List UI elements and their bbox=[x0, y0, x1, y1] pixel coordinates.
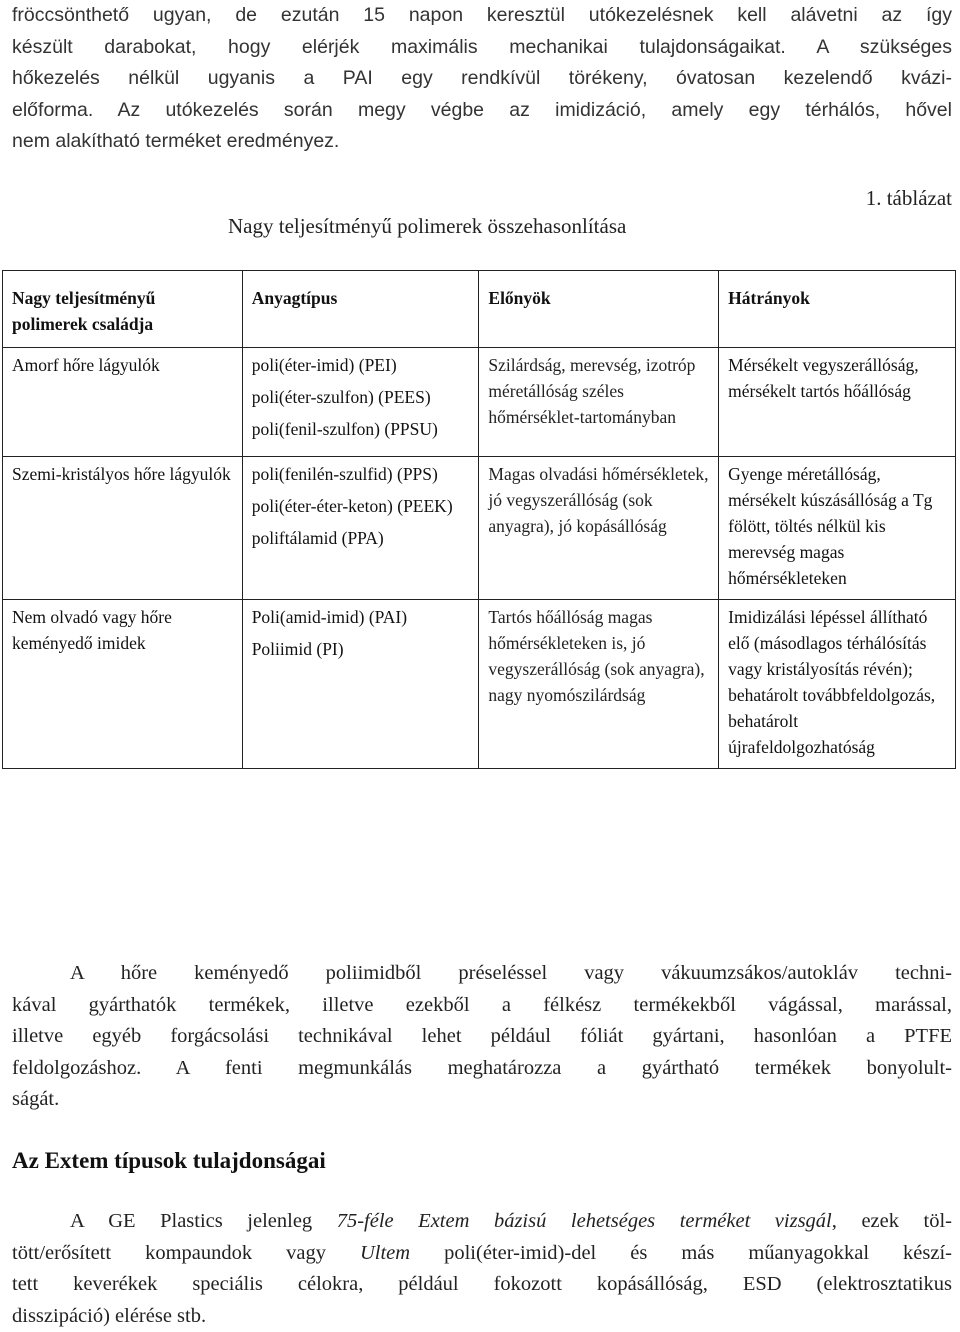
intro-line: előforma. Az utókezelés során megy végbe az imidizáció, amely egy térhálós, hővel bbox=[12, 95, 952, 127]
header-material: Anyagtípus bbox=[242, 271, 479, 348]
material-item: Poliimid (PI) bbox=[252, 636, 471, 662]
intro-paragraph bbox=[12, 0, 952, 158]
text-run: , ezek töl- bbox=[832, 1210, 952, 1232]
material-cell bbox=[242, 457, 479, 600]
paragraph-line: feldolgozáshoz. A fenti megmunkálás meghatározza a gyártható termékek bonyolult- bbox=[12, 1053, 952, 1085]
material-item: poliftálamid (PPA) bbox=[252, 525, 471, 551]
text-run: tött/erősített kompaundok vagy bbox=[12, 1242, 360, 1264]
material-item: Poli(amid-imid) (PAI) bbox=[252, 604, 471, 630]
comparison-table bbox=[2, 270, 956, 769]
material-cell bbox=[242, 348, 479, 457]
header-advantages: Előnyök bbox=[479, 271, 719, 348]
material-cell bbox=[242, 600, 479, 769]
paragraph-line: disszipáció) elérése stb. bbox=[12, 1301, 952, 1332]
family-cell: Nem olvadó vagy hőre keményedő imidek bbox=[3, 600, 243, 769]
advantages-cell: Szilárdság, merevség, izotróp méretállóság széles hőmérséklet-tartományban bbox=[479, 348, 719, 457]
material-item: poli(fenilén-szulfid) (PPS) bbox=[252, 461, 471, 487]
advantages-cell: Tartós hőállóság magas hőmérsékleteken is, jó vegyszerállóság (sok anyagra), nagy nyomószilárdság bbox=[479, 600, 719, 769]
table-number: 1. táblázat bbox=[866, 186, 952, 211]
paragraph-line: A hőre keményedő poliimidből préseléssel vagy vákuumzsákos/autokláv techni- bbox=[12, 958, 952, 990]
intro-line: készült darabokat, hogy elérjék maximális mechanikai tulajdonságaikat. A szükséges bbox=[12, 32, 952, 64]
text-run: A GE Plastics jelenleg bbox=[70, 1210, 337, 1232]
paragraph-line bbox=[12, 1206, 952, 1238]
paragraph-line: ságát. bbox=[12, 1084, 952, 1116]
paragraph-line: kával gyárthatók termékek, illetve ezekből a félkész termékekből vágással, marással, bbox=[12, 990, 952, 1022]
disadvantages-cell: Mérsékelt vegyszerállóság, mérsékelt tartós hőállóság bbox=[719, 348, 956, 457]
table-header-row bbox=[3, 271, 956, 348]
emphasis-text: Ultem bbox=[360, 1242, 410, 1264]
disadvantages-cell: Imidizálási lépéssel állítható elő (másodlagos térhálósítás vagy kristályosítás révén); behatárolt továbbfeldolgozás, behatárolt újrafeldolgozhatóság bbox=[719, 600, 956, 769]
material-item: poli(éter-éter-keton) (PEEK) bbox=[252, 493, 471, 519]
advantages-cell: Magas olvadási hőmérsékletek, jó vegyszerállóság (sok anyagra), jó kopásállóság bbox=[479, 457, 719, 600]
body-paragraph bbox=[12, 958, 952, 1116]
disadvantages-cell: Gyenge méretállóság, mérsékelt kúszásállóság a Tg fölött, töltés nélkül kis merevség magas hőmérsékleteken bbox=[719, 457, 956, 600]
family-cell: Szemi-kristályos hőre lágyulók bbox=[3, 457, 243, 600]
intro-line: hőkezelés nélkül ugyanis a PAI egy rendkívül törékeny, óvatosan kezelendő kvázi- bbox=[12, 63, 952, 95]
intro-line: fröccsönthető ugyan, de ezután 15 napon keresztül utókezelésnek kell alávetni az így bbox=[12, 0, 952, 32]
material-item: poli(éter-imid) (PEI) bbox=[252, 352, 471, 378]
material-item: poli(fenil-szulfon) (PPSU) bbox=[252, 416, 471, 442]
section-paragraph bbox=[12, 1206, 952, 1332]
paragraph-line: tett keverékek speciális célokra, például fokozott kopásállóság, ESD (elektrosztatikus bbox=[12, 1269, 952, 1301]
table-row bbox=[3, 457, 956, 600]
header-disadvantages: Hátrányok bbox=[719, 271, 956, 348]
table-title: Nagy teljesítményű polimerek összehasonlítása bbox=[228, 214, 626, 239]
table-row bbox=[3, 600, 956, 769]
text-run: poli(éter-imid)-del és más műanyagokkal készí- bbox=[410, 1242, 952, 1264]
section-heading: Az Extem típusok tulajdonságai bbox=[12, 1148, 326, 1174]
header-family: Nagy teljesítményű polimerek családja bbox=[3, 271, 243, 348]
paragraph-line: illetve egyéb forgácsolási technikával lehet például fóliát gyártani, hasonlóan a PTFE bbox=[12, 1021, 952, 1053]
family-cell: Amorf hőre lágyulók bbox=[3, 348, 243, 457]
table-row bbox=[3, 348, 956, 457]
material-item: poli(éter-szulfon) (PEES) bbox=[252, 384, 471, 410]
emphasis-text: 75-féle Extem bázisú lehetséges terméket vizsgál bbox=[337, 1210, 832, 1232]
paragraph-line bbox=[12, 1238, 952, 1270]
intro-line: nem alakítható terméket eredményez. bbox=[12, 126, 952, 158]
